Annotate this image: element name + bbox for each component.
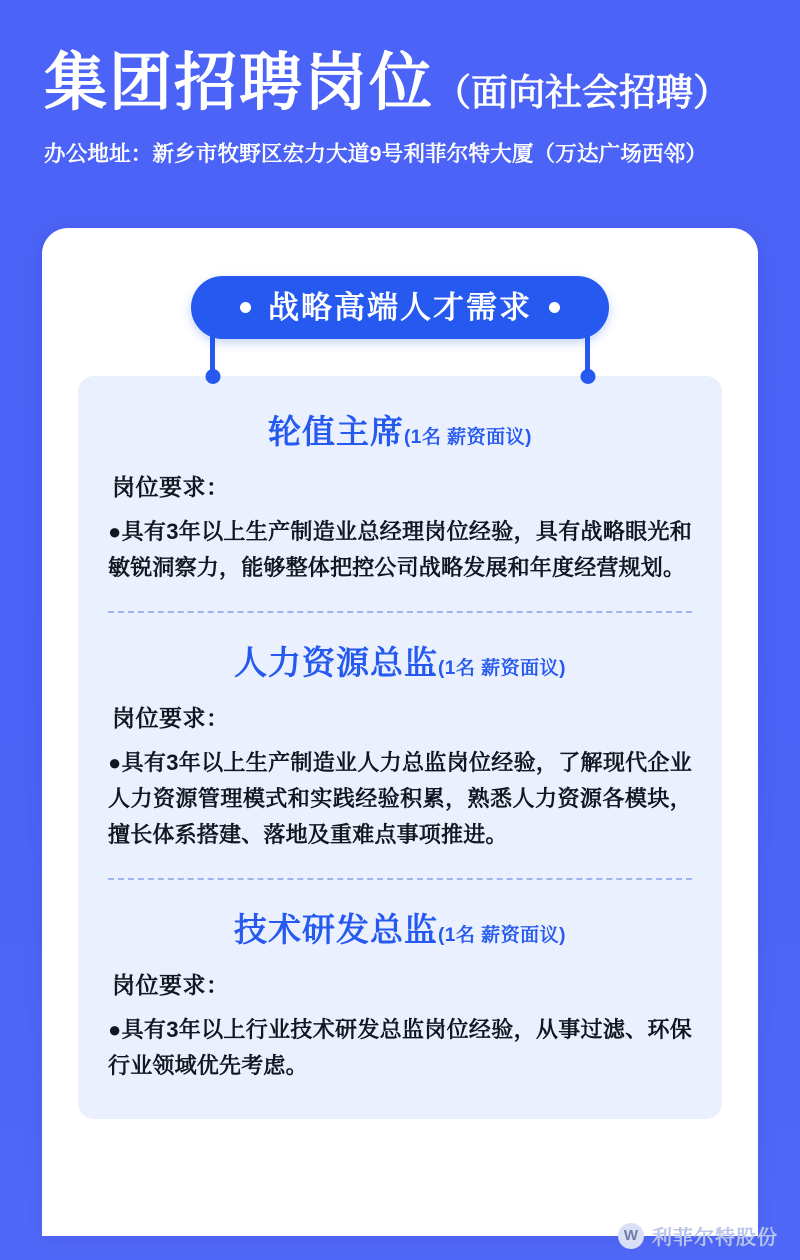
job-title: 技术研发总监 [233, 911, 438, 949]
job-heading [108, 904, 692, 951]
card-inner [42, 228, 758, 1236]
job-requirement-text: ●具有3年以上生产制造业人力总监岗位经验，了解现代企业人力资源管理模式和实践经验积累，熟悉人力资源各模块，擅长体系搭建、落地及重难点事项推进。 [108, 750, 692, 847]
job-requirement-text: ●具有3年以上生产制造业总经理岗位经验，具有战略眼光和敏锐洞察力，能够整体把控公司战略发展和年度经营规划。 [108, 519, 692, 580]
title-row [44, 48, 760, 118]
footer-watermark [618, 1221, 778, 1250]
job-item [108, 904, 692, 1083]
job-requirement-text: ●具有3年以上行业技术研发总监岗位经验，从事过滤、环保行业领域优先考虑。 [108, 1017, 692, 1078]
job-requirement-label: 岗位要求： [112, 705, 230, 732]
section-banner-wrap [42, 276, 758, 339]
job-meta: (1名 薪资面议) [437, 925, 566, 947]
content-card [42, 228, 758, 1236]
jobs-panel [78, 376, 722, 1119]
office-address: 办公地址：新乡市牧野区宏力大道9号利菲尔特大厦（万达广场西邻） [44, 142, 708, 166]
section-banner-title: 战略高端人才需求 [268, 290, 532, 325]
job-divider [108, 611, 692, 613]
bullet-dot-left-icon [240, 302, 251, 313]
section-banner [191, 276, 609, 339]
job-divider [108, 878, 692, 880]
job-title: 人力资源总监 [233, 644, 438, 682]
weibo-icon: W [618, 1223, 644, 1249]
job-requirement-label: 岗位要求： [112, 474, 230, 500]
job-requirement-label: 岗位要求： [112, 972, 230, 999]
poster-header [0, 0, 800, 168]
page-subtitle: （面向社会招聘） [434, 72, 730, 113]
page-title: 集团招聘岗位 [44, 48, 434, 118]
job-heading [108, 637, 692, 684]
bullet-dot-right-icon [549, 302, 560, 313]
job-meta: (1名 薪资面议) [403, 427, 532, 448]
footer-account-name: 利菲尔特股份 [652, 1227, 778, 1249]
job-heading [108, 406, 692, 453]
job-title: 轮值主席 [267, 413, 404, 450]
job-item [108, 406, 692, 585]
job-meta: (1名 薪资面议) [437, 658, 566, 680]
job-item [108, 637, 692, 852]
